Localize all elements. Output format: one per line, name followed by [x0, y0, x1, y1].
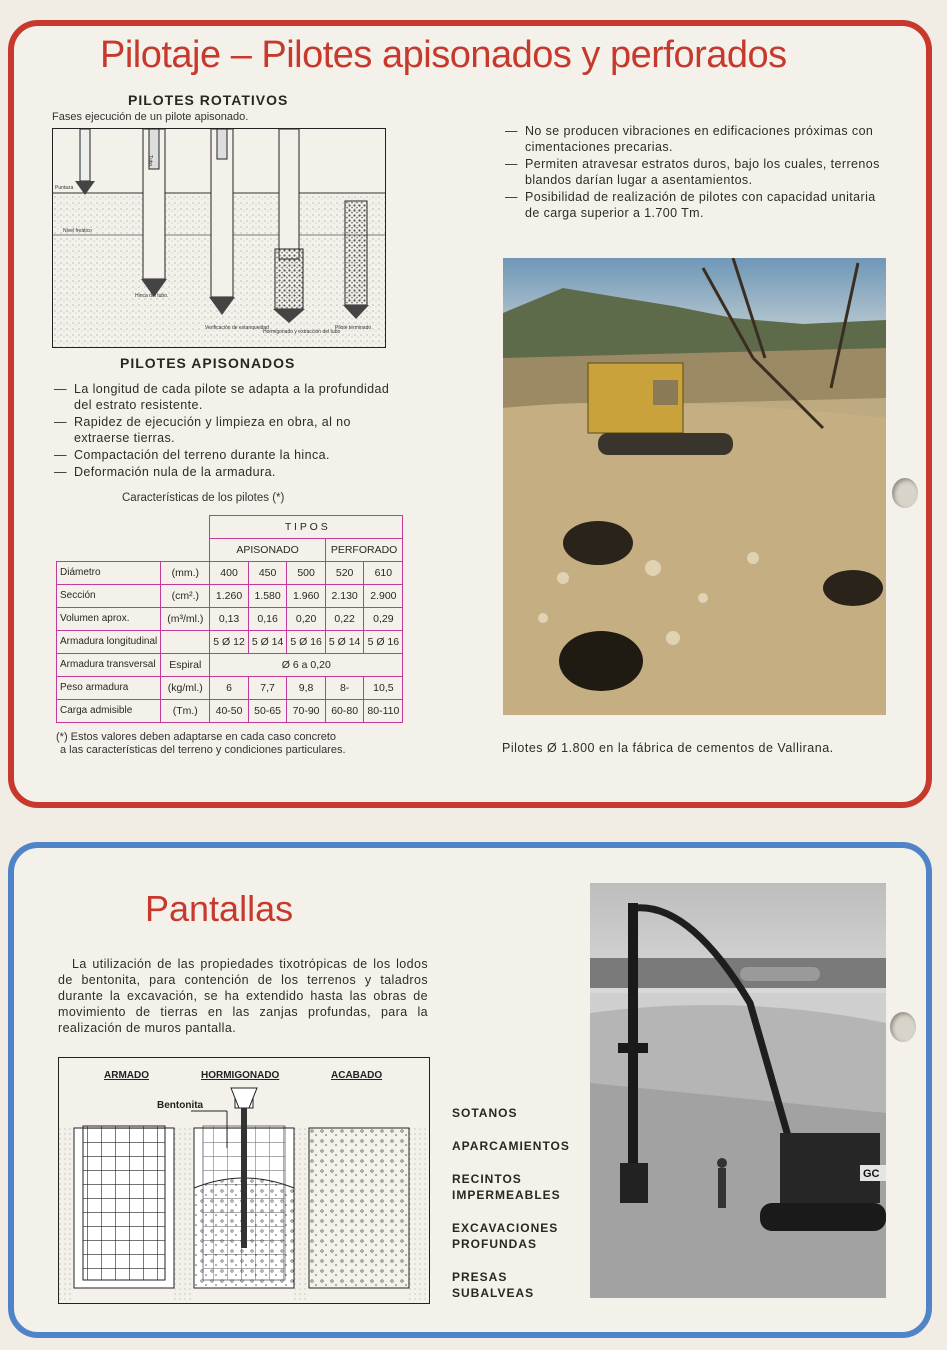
bullet-item: — Permiten atravesar estratos duros, bajo los cuales, terrenos blandos darían lugar a asentamientos.	[505, 157, 880, 187]
slurry-wall-svg	[59, 1058, 429, 1303]
bullet-item: — Compactación del terreno durante la hinca.	[54, 448, 330, 462]
tipos-header: T I P O S	[210, 516, 403, 539]
apisonado-header: APISONADO	[210, 539, 326, 562]
table-row: Armadura transversal Espiral Ø 6 a 0,20	[57, 654, 403, 677]
bullet-item: — La longitud de cada pilote se adapta a la profundidad del estrato resistente.	[54, 382, 390, 412]
photo-caption: Pilotes Ø 1.800 en la fábrica de cementos de Vallirana.	[502, 741, 834, 755]
puntaza-label: Puntaza	[55, 185, 74, 191]
bullet-item: — No se producen vibraciones en edificaciones próximas con cimentaciones precarias.	[505, 124, 874, 154]
pantallas-paragraph: La utilización de las propiedades tixotrópicas de los lodos de bentonita, para contención de los terrenos y taladros durante la excavación, se ha extendido hasta las obras de movimiento de tierras en las zanjas profundas, para la realización de muros pantalla.	[58, 957, 428, 1035]
slurry-wall-diagram	[58, 1057, 430, 1304]
footnote-line-2: a las características del terreno y condiciones particulares.	[60, 744, 346, 756]
pile-characteristics-table	[56, 515, 403, 723]
application-item: APARCAMIENTOS	[452, 1139, 570, 1153]
application-item: EXCAVACIONES PROFUNDAS	[452, 1221, 559, 1251]
pantallas-title: Pantallas	[145, 888, 294, 929]
pile-phases-diagram	[52, 128, 386, 348]
pilote-terminado-label: Pilote terminado	[335, 325, 372, 331]
armado-label: ARMADO	[104, 1070, 149, 1081]
right-bullet-list	[505, 123, 890, 222]
excavator-photo-svg	[590, 883, 886, 1298]
pilotes-apisonados-heading: PILOTES APISONADOS	[120, 355, 296, 371]
tubo-label: Tubo	[147, 155, 153, 167]
pile-driving-photo-svg	[503, 258, 886, 715]
pilotes-rotativos-heading: PILOTES ROTATIVOS	[128, 92, 289, 108]
fases-caption: Fases ejecución de un pilote apisonado.	[52, 111, 249, 123]
table-row: Volumen aprox. (m³/ml.) 0,13 0,16 0,20 0,22 0,29	[57, 608, 403, 631]
table-row: Diámetro (mm.) 400 450 500 520 610	[57, 562, 403, 585]
bullet-item: — Rapidez de ejecución y limpieza en obra, al no extraerse tierras.	[54, 415, 351, 445]
pile-phases-svg	[53, 129, 385, 347]
binder-hole	[892, 478, 918, 508]
excavator-photo	[590, 883, 886, 1298]
acabado-label: ACABADO	[331, 1070, 383, 1081]
table-row: Sección (cm².) 1.260 1.580 1.960 2.130 2.900	[57, 585, 403, 608]
application-item: PRESAS SUBALVEAS	[452, 1270, 535, 1300]
verificacion-label: Verificación de estanqueidad	[205, 325, 269, 331]
bentonita-label: Bentonita	[157, 1100, 204, 1111]
bullet-item: — Deformación nula de la armadura.	[54, 465, 276, 479]
application-item: SOTANOS	[452, 1106, 518, 1120]
table-row: Armadura longitudinal 5 Ø 12 5 Ø 14 5 Ø 16 5 Ø 14 5 Ø 16	[57, 631, 403, 654]
pilotaje-title: Pilotaje – Pilotes apisonados y perforados	[100, 34, 787, 76]
nivel-freatico-label: Nivel freático	[63, 228, 92, 234]
bullet-item: — Posibilidad de realización de pilotes con capacidad unitaria de carga superior a 1.700 Tm.	[505, 190, 876, 220]
binder-hole	[890, 1012, 916, 1042]
pile-driving-photo	[503, 258, 886, 715]
hormigonado-label: Hormigonado y extracción del tubo	[263, 329, 341, 335]
application-item: RECINTOS IMPERMEABLES	[452, 1172, 561, 1202]
perforado-header: PERFORADO	[325, 539, 402, 562]
table-row: Peso armadura (kg/ml.) 6 7,7 9,8 8- 10,5	[57, 677, 403, 700]
table-row: Carga admisible (Tm.) 40-50 50-65 70-90 60-80 80-110	[57, 700, 403, 723]
apisonados-bullet-list	[54, 381, 390, 481]
applications-list	[452, 1105, 572, 1318]
table-caption: Características de los pilotes (*)	[122, 492, 285, 504]
machine-marking: GC	[863, 1168, 880, 1180]
hormigonado-label: HORMIGONADO	[201, 1070, 280, 1081]
footnote-line-1: (*) Estos valores deben adaptarse en cada caso concreto	[56, 731, 337, 743]
hinca-label: Hinca del tubo.	[135, 293, 169, 299]
